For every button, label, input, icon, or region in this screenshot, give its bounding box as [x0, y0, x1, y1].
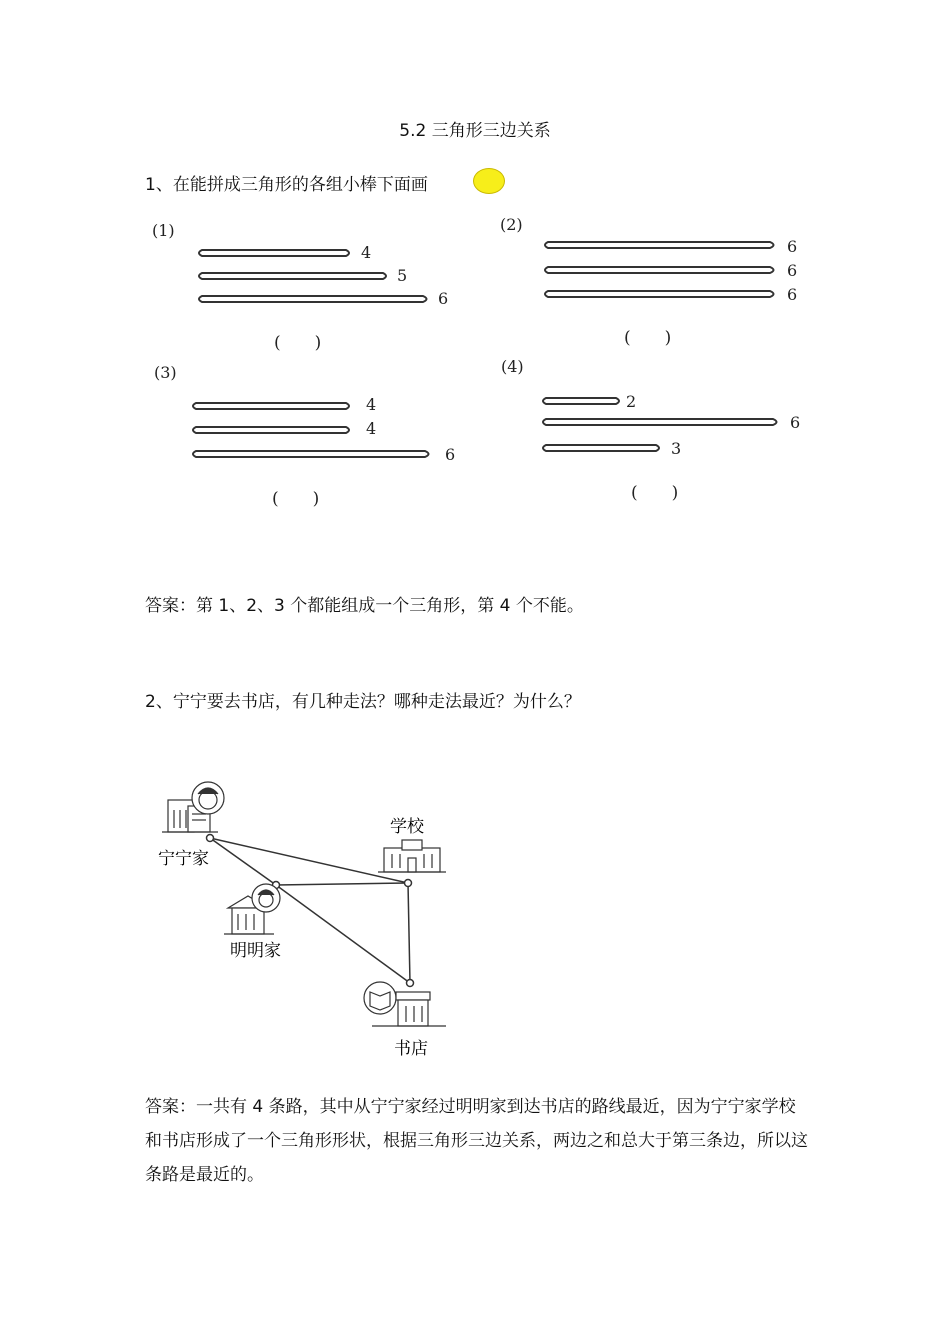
stick-groups-figure: [140, 205, 820, 515]
stick-g3-1: [193, 403, 349, 409]
school-icon: [378, 840, 446, 872]
bookstore-icon: [364, 982, 446, 1026]
question-2-text: 2、宁宁要去书店，有几种走法？哪种走法最近？为什么？: [145, 692, 581, 712]
group-1-label: (1): [152, 221, 175, 240]
answer-1: 答案：第 1、2、3 个都能组成一个三角形，第 4 个不能。: [145, 596, 584, 616]
stick-g4-2-length: 6: [790, 413, 801, 432]
group-4-answer-blank: ( ): [631, 483, 679, 503]
road-friend-store: [276, 885, 410, 983]
stick-g3-2: [193, 427, 349, 433]
stick-g4-2: [543, 419, 777, 425]
stick-g3-3-length: 6: [445, 445, 456, 464]
stick-g2-3-length: 6: [787, 285, 798, 304]
school-label: 学校: [390, 817, 424, 837]
answer-2: 答案：一共有 4 条路，其中从宁宁家经过明明家到达书店的路线最近，因为宁宁家学校和书店形成了一个三角形形状，根据三角形三边关系，两边之和总大于第三条边，所以这条路是最近的。: [145, 1097, 808, 1185]
stick-g2-2-length: 6: [787, 261, 798, 280]
group-2-answer-blank: ( ): [624, 328, 672, 348]
road-school-store: [408, 883, 410, 983]
group-1-answer-blank: ( ): [274, 333, 322, 353]
stick-g3-1-length: 4: [366, 395, 377, 414]
yellow-circle-icon: [473, 168, 505, 194]
stick-g4-1-length: 2: [626, 392, 637, 411]
stick-g4-1: [543, 398, 619, 404]
group-4-label: (4): [501, 357, 524, 376]
road-friend-school: [276, 883, 408, 885]
stick-g2-1: [545, 242, 774, 248]
mingming-home-label: 明明家: [230, 941, 281, 961]
ningning-home-label: 宁宁家: [158, 849, 209, 869]
stick-g1-1-length: 4: [361, 243, 372, 262]
road-home-school: [210, 838, 408, 883]
bookstore-label: 书店: [394, 1039, 428, 1059]
stick-g1-3-length: 6: [438, 289, 449, 308]
stick-g1-2: [199, 273, 386, 279]
route-map-figure: [150, 770, 470, 1070]
stick-g1-2-length: 5: [397, 266, 408, 285]
stick-g4-3-length: 3: [671, 439, 682, 458]
group-3-answer-blank: ( ): [272, 489, 320, 509]
stick-g2-1-length: 6: [787, 237, 798, 256]
stick-g4-3: [543, 445, 659, 451]
page-title: 5.2 三角形三边关系: [399, 121, 551, 141]
stick-g2-2: [545, 267, 774, 273]
stick-g2-3: [545, 291, 774, 297]
stick-g3-2-length: 4: [366, 419, 377, 438]
stick-g3-3: [193, 451, 429, 457]
stick-g1-3: [199, 296, 427, 302]
question-1-text: 1、在能拼成三角形的各组小棒下面画: [145, 175, 428, 195]
stick-g1-1: [199, 250, 349, 256]
mingming-home-icon: [224, 884, 280, 934]
group-2-label: (2): [500, 215, 523, 234]
ningning-home-icon: [162, 782, 224, 832]
group-3-label: (3): [154, 363, 177, 382]
